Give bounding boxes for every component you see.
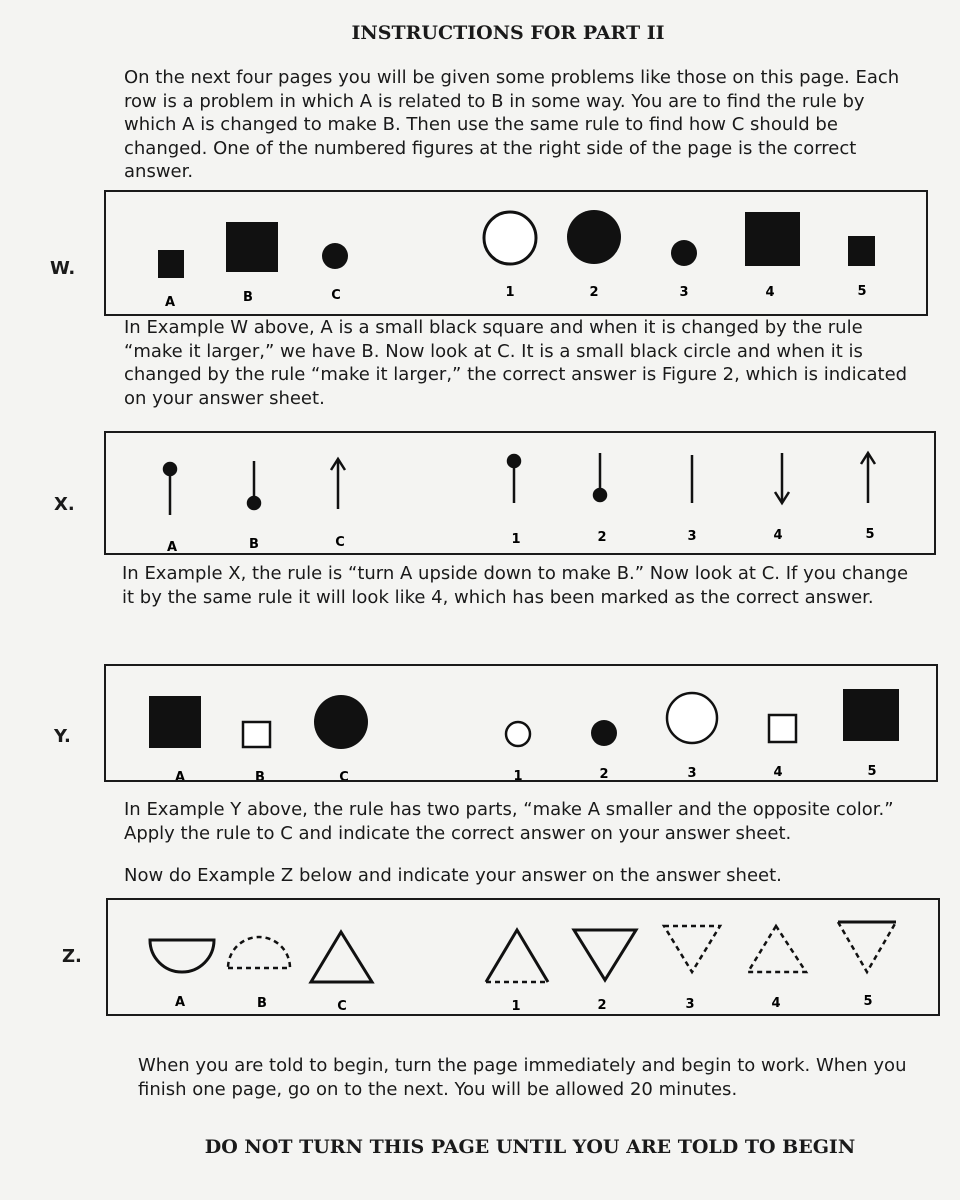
x-label-c: C bbox=[335, 535, 345, 550]
w-b-large-black-square bbox=[226, 222, 278, 272]
z-label-a: A bbox=[174, 995, 186, 1010]
z-label-c: C bbox=[337, 999, 347, 1014]
w-a-small-black-square bbox=[158, 250, 184, 278]
y-5-large-black-square bbox=[843, 689, 899, 741]
example-w-box bbox=[104, 190, 928, 316]
example-x-explanation: In Example X, the rule is “turn A upside down to make B.” Now look at C. If you change it by the same rule it will look like 4, which has been marked as the correct answer. bbox=[122, 563, 909, 608]
y-3-large-white-circle bbox=[667, 693, 717, 743]
x-label-b: B bbox=[249, 537, 259, 552]
y-2-small-black-circle bbox=[591, 720, 617, 746]
w-label-2: 2 bbox=[589, 285, 599, 300]
x-label-2: 2 bbox=[597, 530, 607, 545]
w-label-3: 3 bbox=[679, 285, 689, 300]
z-4-dashed-triangle-up bbox=[748, 926, 806, 972]
y-label-4: 4 bbox=[773, 765, 783, 780]
x-c-arrow-up bbox=[331, 459, 345, 509]
y-label-c: C bbox=[339, 770, 349, 780]
example-z-prompt: Now do Example Z below and indicate your answer on the answer sheet. bbox=[124, 865, 782, 886]
example-x-label: X. bbox=[54, 494, 75, 515]
x-2-stem-knob-bottom bbox=[594, 453, 606, 501]
x-1-stem-knob-top bbox=[508, 455, 520, 503]
final-notice: DO NOT TURN THIS PAGE UNTIL YOU ARE TOLD TO BEGIN bbox=[204, 1136, 856, 1158]
y-label-1: 1 bbox=[513, 769, 523, 780]
z-1-triangle-up-dashed-base bbox=[486, 930, 548, 982]
x-label-4: 4 bbox=[773, 528, 783, 543]
closing-paragraph: When you are told to begin, turn the page immediately and begin to work. When you finish one page, go on to the next. You will be allowed 20 minutes. bbox=[138, 1055, 907, 1100]
example-w-explanation: In Example W above, A is a small black square and when it is changed by the rule “make it larger,” we have B. Now look at C. It is a small black circle and when it is changed by the rule “make it larger,” the correct answer is Figure 2, which is indicated on your answer sheet. bbox=[124, 317, 908, 409]
example-y-box bbox=[104, 664, 938, 782]
z-2-solid-triangle-down bbox=[574, 930, 636, 980]
example-z-label: Z. bbox=[62, 946, 82, 967]
example-x-box bbox=[104, 431, 936, 555]
w-3-small-black-circle bbox=[671, 240, 697, 266]
intro-paragraph: On the next four pages you will be given some problems like those on this page. Each row is a problem in which A is related to B in some way. You are to find the rule by which A is changed to make B. Then use the same rule to find how C should be changed. One of the numbered figures at the right side of the page is the correct answer. bbox=[124, 67, 900, 182]
page-title: INSTRUCTIONS FOR PART II bbox=[351, 22, 665, 44]
z-label-b: B bbox=[257, 996, 267, 1011]
w-label-5: 5 bbox=[857, 284, 867, 299]
z-label-2: 2 bbox=[597, 998, 607, 1013]
example-z-box bbox=[106, 898, 940, 1016]
y-4-small-white-square bbox=[769, 715, 796, 742]
z-a-solid-semicircle bbox=[150, 940, 214, 972]
w-label-1: 1 bbox=[505, 285, 515, 300]
w-5-small-black-square bbox=[848, 236, 875, 266]
w-4-large-black-square bbox=[745, 212, 800, 266]
y-label-a: A bbox=[174, 770, 186, 780]
y-b-small-white-square bbox=[243, 722, 270, 747]
w-label-c: C bbox=[331, 288, 341, 303]
y-label-2: 2 bbox=[599, 767, 609, 780]
w-2-large-black-circle bbox=[567, 210, 621, 264]
x-label-a: A bbox=[166, 540, 178, 553]
x-label-5: 5 bbox=[865, 527, 875, 542]
x-label-3: 3 bbox=[687, 529, 697, 544]
z-label-3: 3 bbox=[685, 997, 695, 1012]
example-w-label: W. bbox=[50, 258, 76, 279]
w-1-large-white-circle bbox=[484, 212, 536, 264]
x-4-arrow-down bbox=[775, 453, 789, 503]
w-label-a: A bbox=[164, 295, 176, 310]
z-c-solid-triangle-up bbox=[311, 932, 372, 982]
y-label-3: 3 bbox=[687, 766, 697, 780]
x-a-stem-knob-top bbox=[164, 463, 176, 515]
y-label-b: B bbox=[255, 770, 265, 780]
example-y-explanation: In Example Y above, the rule has two parts, “make A smaller and the opposite color.” Apply the rule to C and indicate the correct answer on your answer sheet. bbox=[124, 799, 894, 844]
z-label-4: 4 bbox=[771, 996, 781, 1011]
y-1-small-white-circle bbox=[506, 722, 530, 746]
z-label-1: 1 bbox=[511, 999, 521, 1014]
y-label-5: 5 bbox=[867, 764, 877, 779]
z-5-triangle-down-dashed-sides bbox=[838, 922, 896, 972]
x-b-stem-knob-bottom bbox=[248, 461, 260, 509]
z-label-5: 5 bbox=[863, 994, 873, 1009]
w-label-4: 4 bbox=[765, 285, 775, 300]
w-label-b: B bbox=[243, 290, 253, 305]
w-c-small-black-circle bbox=[322, 243, 348, 269]
z-3-dashed-triangle-down bbox=[664, 926, 720, 972]
z-b-dashed-semicircle bbox=[228, 937, 290, 968]
y-c-large-black-circle bbox=[314, 695, 368, 749]
x-label-1: 1 bbox=[511, 532, 521, 547]
x-5-arrow-up bbox=[861, 453, 875, 503]
example-y-label: Y. bbox=[54, 726, 71, 747]
y-a-large-black-square bbox=[149, 696, 201, 748]
